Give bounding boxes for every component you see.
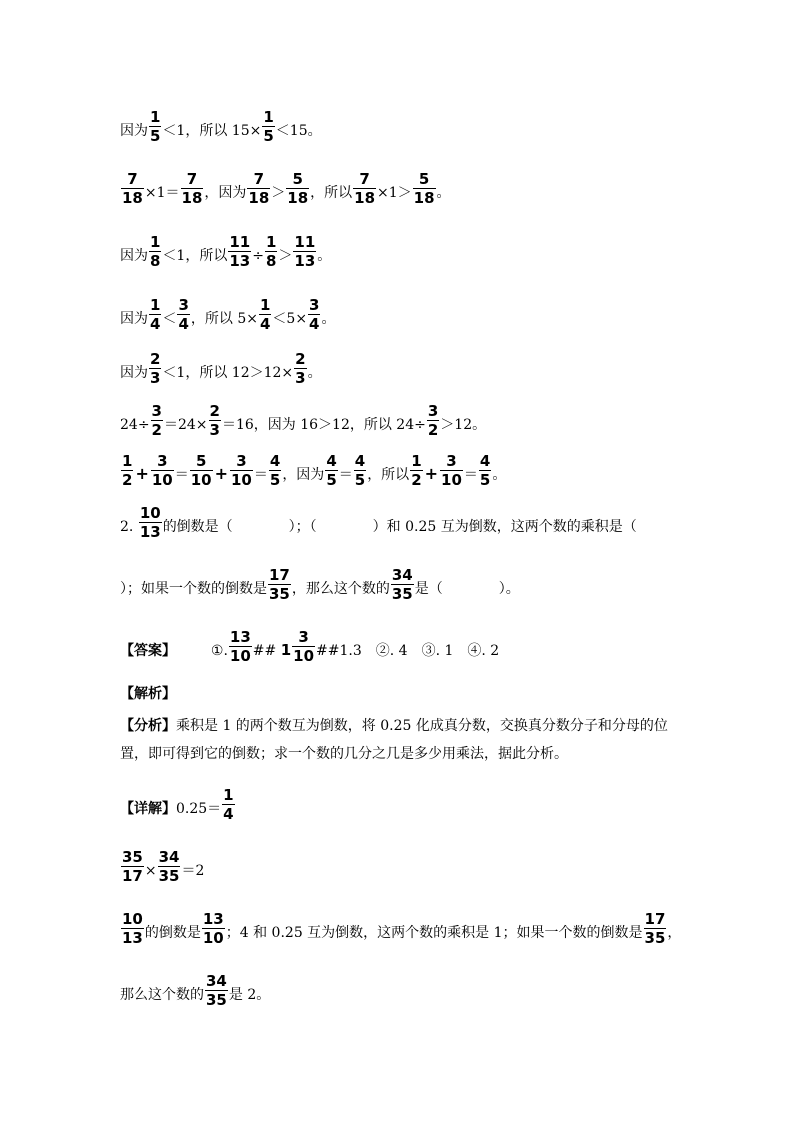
fraction — [354, 452, 366, 489]
numerator: 17 — [269, 566, 290, 584]
fraction — [325, 452, 337, 489]
denominator: 18 — [413, 189, 435, 207]
text: ，所以 5× — [190, 311, 258, 327]
numerator: 35 — [122, 848, 143, 866]
fraction — [181, 170, 204, 207]
text: ，所以 — [367, 467, 410, 483]
numerator: 7 — [127, 170, 138, 188]
analysis-label: 【解析】 — [120, 686, 176, 702]
denominator: 2 — [411, 471, 422, 489]
text: 的倒数是 — [144, 925, 201, 941]
numerator: 3 — [157, 452, 168, 470]
text: ＜5× — [272, 311, 308, 327]
answer-label: 【答案】 — [120, 643, 176, 659]
detail-line-2 — [120, 848, 734, 885]
text: ＝ — [174, 467, 189, 483]
solution-line-3 — [120, 233, 734, 270]
text: ，那么这个数的 — [291, 581, 390, 597]
text: 。 — [436, 185, 451, 201]
numerator: 4 — [269, 452, 281, 470]
fraction — [644, 910, 667, 947]
detail-line-3 — [120, 910, 734, 947]
text: ＞ — [271, 185, 286, 201]
denominator: 2 — [427, 421, 439, 439]
numerator: 11 — [294, 233, 316, 251]
text: ＜1，所以 — [162, 248, 228, 264]
numerator: 1 — [150, 296, 161, 314]
fraction — [413, 170, 436, 207]
denominator: 17 — [122, 867, 143, 885]
denominator: 10 — [202, 929, 224, 947]
fraction — [177, 296, 189, 333]
fraction — [230, 452, 253, 489]
denominator: 10 — [293, 647, 315, 665]
solution-line-7 — [120, 452, 734, 489]
text: 因为 — [120, 248, 148, 264]
detail-line-4 — [120, 972, 734, 1009]
fraction — [269, 452, 281, 489]
fraction — [121, 452, 133, 489]
denominator: 18 — [354, 189, 376, 207]
denominator: 3 — [295, 369, 306, 387]
numerator: 3 — [427, 402, 439, 420]
fenxi-label: 【分析】 — [120, 718, 176, 734]
detail-label: 【详解】 — [120, 801, 176, 817]
text: ＜1，所以 15× — [162, 123, 262, 139]
fenxi-text: 乘积是 1 的两个数互为倒数，将 0.25 化成真分数，交换真分数分子和分母的位置，即可得到它的倒数；求一个数的几分之几是多少用乘法，据此分析。 — [120, 718, 668, 762]
fraction — [149, 233, 161, 270]
text: 。 — [321, 311, 336, 327]
numerator: 7 — [253, 170, 265, 188]
numerator: 1 — [150, 233, 161, 251]
denominator: 35 — [269, 585, 290, 603]
text: 因为 — [120, 123, 148, 139]
numerator: 7 — [186, 170, 198, 188]
question-2-line-2 — [120, 566, 734, 603]
fraction — [308, 296, 320, 333]
text: 。 — [317, 248, 332, 264]
numerator: 11 — [229, 233, 251, 251]
fraction — [205, 972, 228, 1009]
fraction — [268, 566, 291, 603]
text: ÷ — [252, 248, 264, 264]
fraction — [151, 402, 163, 439]
numerator: 1 — [263, 108, 274, 126]
text: ；4 和 0.25 互为倒数，这两个数的乘积是 1；如果一个数的倒数是 — [225, 925, 643, 941]
fraction — [121, 848, 144, 885]
text: ，所以 — [310, 185, 353, 201]
denominator: 18 — [287, 189, 309, 207]
denominator: 5 — [263, 127, 274, 145]
fraction — [410, 452, 422, 489]
text: ##1.3 ②. 4 ③. 1 ④. 2 — [316, 643, 500, 659]
denominator: 8 — [150, 252, 161, 270]
denominator: 3 — [150, 369, 161, 387]
text: × — [144, 863, 157, 879]
fraction — [293, 233, 316, 270]
text: ＜15。 — [275, 123, 322, 139]
answer-line — [120, 628, 734, 665]
text: ## — [252, 643, 277, 659]
fraction — [259, 296, 271, 333]
denominator: 18 — [122, 189, 143, 207]
numerator: 2 — [295, 350, 306, 368]
fraction — [121, 910, 144, 947]
numerator: 2 — [209, 402, 220, 420]
denominator: 13 — [122, 929, 143, 947]
numerator: 34 — [158, 848, 180, 866]
text: 是（ ）。 — [414, 581, 520, 597]
fraction — [222, 786, 234, 823]
denominator: 4 — [178, 315, 189, 333]
denominator: 5 — [269, 471, 281, 489]
text: ①. — [210, 643, 228, 659]
fraction — [139, 504, 162, 541]
plus-sign: + — [214, 464, 228, 483]
plus-sign: + — [424, 464, 439, 483]
question-2-line-1 — [120, 504, 734, 541]
numerator: 13 — [202, 910, 224, 928]
denominator: 10 — [190, 471, 212, 489]
fraction — [292, 628, 315, 665]
denominator: 4 — [259, 315, 271, 333]
numerator: 1 — [150, 108, 161, 126]
numerator: 3 — [236, 452, 247, 470]
numerator: 10 — [139, 504, 161, 522]
denominator: 18 — [181, 189, 203, 207]
numerator: 13 — [229, 628, 251, 646]
denominator: 4 — [223, 805, 234, 823]
detail-line-1 — [120, 786, 734, 823]
denominator: 5 — [479, 471, 491, 489]
fraction — [149, 108, 161, 145]
fraction — [286, 170, 309, 207]
numerator: 4 — [479, 452, 491, 470]
denominator: 10 — [231, 471, 252, 489]
numerator: 1 — [122, 452, 133, 470]
analysis-heading — [120, 684, 734, 704]
denominator: 2 — [151, 421, 162, 439]
text: ＝2 — [181, 863, 205, 879]
text: ，因为 — [204, 185, 247, 201]
fraction — [247, 170, 270, 207]
fraction — [479, 452, 491, 489]
fraction — [121, 170, 144, 207]
denominator: 18 — [248, 189, 270, 207]
numerator: 1 — [223, 786, 234, 804]
text: ＝16，因为 16＞12，所以 24÷ — [221, 417, 426, 433]
text: ＜1，所以 12＞12× — [162, 365, 294, 381]
numerator: 17 — [644, 910, 666, 928]
solution-line-1 — [120, 108, 734, 145]
text: ＞12。 — [440, 417, 487, 433]
numerator: 1 — [259, 296, 271, 314]
numerator: 2 — [150, 350, 161, 368]
text: ＝ — [253, 467, 268, 483]
denominator: 13 — [139, 523, 161, 541]
numerator: 3 — [309, 296, 320, 314]
text: ＝ — [463, 467, 478, 483]
numerator: 3 — [446, 452, 457, 470]
plus-sign: + — [135, 464, 149, 483]
denominator: 13 — [294, 252, 316, 270]
denominator: 5 — [326, 471, 337, 489]
fraction — [209, 402, 221, 439]
denominator: 4 — [309, 315, 320, 333]
text: 因为 — [120, 365, 148, 381]
fraction — [158, 848, 181, 885]
numerator: 7 — [359, 170, 370, 188]
text: ＞ — [278, 248, 293, 264]
denominator: 35 — [158, 867, 180, 885]
fraction — [151, 452, 174, 489]
fraction — [149, 350, 161, 387]
fraction — [427, 402, 439, 439]
fraction — [294, 350, 306, 387]
denominator: 2 — [122, 471, 133, 489]
text: ＜ — [162, 311, 177, 327]
fraction — [440, 452, 463, 489]
denominator: 35 — [206, 991, 227, 1009]
solution-line-5 — [120, 350, 734, 387]
numerator: 10 — [122, 910, 143, 928]
text: ×1＝ — [144, 185, 180, 201]
denominator: 35 — [391, 585, 413, 603]
numerator: 5 — [292, 170, 303, 188]
numerator: 3 — [151, 402, 162, 420]
numerator: 3 — [298, 628, 309, 646]
denominator: 10 — [151, 471, 173, 489]
text: 24÷ — [120, 417, 150, 433]
denominator: 10 — [229, 647, 251, 665]
fraction — [265, 233, 277, 270]
solution-line-4 — [120, 296, 734, 333]
question-number: 2. — [120, 519, 134, 535]
numerator: 34 — [206, 972, 227, 990]
text: 0.25＝ — [176, 801, 222, 817]
mixed-number-whole: 1 — [280, 641, 292, 659]
fraction — [228, 233, 251, 270]
denominator: 3 — [209, 421, 220, 439]
analysis-paragraph — [120, 712, 680, 768]
denominator: 4 — [150, 315, 161, 333]
fraction — [149, 296, 161, 333]
numerator: 34 — [391, 566, 413, 584]
fraction — [391, 566, 414, 603]
text: 是 2。 — [228, 987, 271, 1003]
numerator: 1 — [265, 233, 277, 251]
text: ×1＞ — [377, 185, 412, 201]
denominator: 8 — [265, 252, 277, 270]
denominator: 13 — [229, 252, 251, 270]
text: 因为 — [120, 311, 148, 327]
numerator: 5 — [418, 170, 430, 188]
denominator: 5 — [354, 471, 366, 489]
text: 那么这个数的 — [120, 987, 204, 1003]
text: ）；如果一个数的倒数是 — [120, 581, 267, 597]
text: ， — [667, 925, 682, 941]
numerator: 4 — [354, 452, 366, 470]
text: ，因为 — [282, 467, 325, 483]
denominator: 5 — [150, 127, 161, 145]
numerator: 3 — [178, 296, 189, 314]
text: ＝ — [338, 467, 353, 483]
text: ＝24× — [163, 417, 208, 433]
denominator: 10 — [441, 471, 462, 489]
numerator: 1 — [411, 452, 422, 470]
text: 的倒数是（ ）；（ ）和 0.25 互为倒数，这两个数的乘积是（ — [162, 519, 637, 535]
fraction — [202, 910, 225, 947]
text: 。 — [492, 467, 507, 483]
fraction — [190, 452, 213, 489]
fraction — [353, 170, 376, 207]
fraction — [262, 108, 274, 145]
text: 。 — [307, 365, 322, 381]
numerator: 4 — [326, 452, 337, 470]
fraction — [229, 628, 252, 665]
solution-line-2 — [120, 170, 734, 207]
denominator: 35 — [644, 929, 666, 947]
solution-line-6 — [120, 402, 734, 439]
numerator: 5 — [195, 452, 207, 470]
